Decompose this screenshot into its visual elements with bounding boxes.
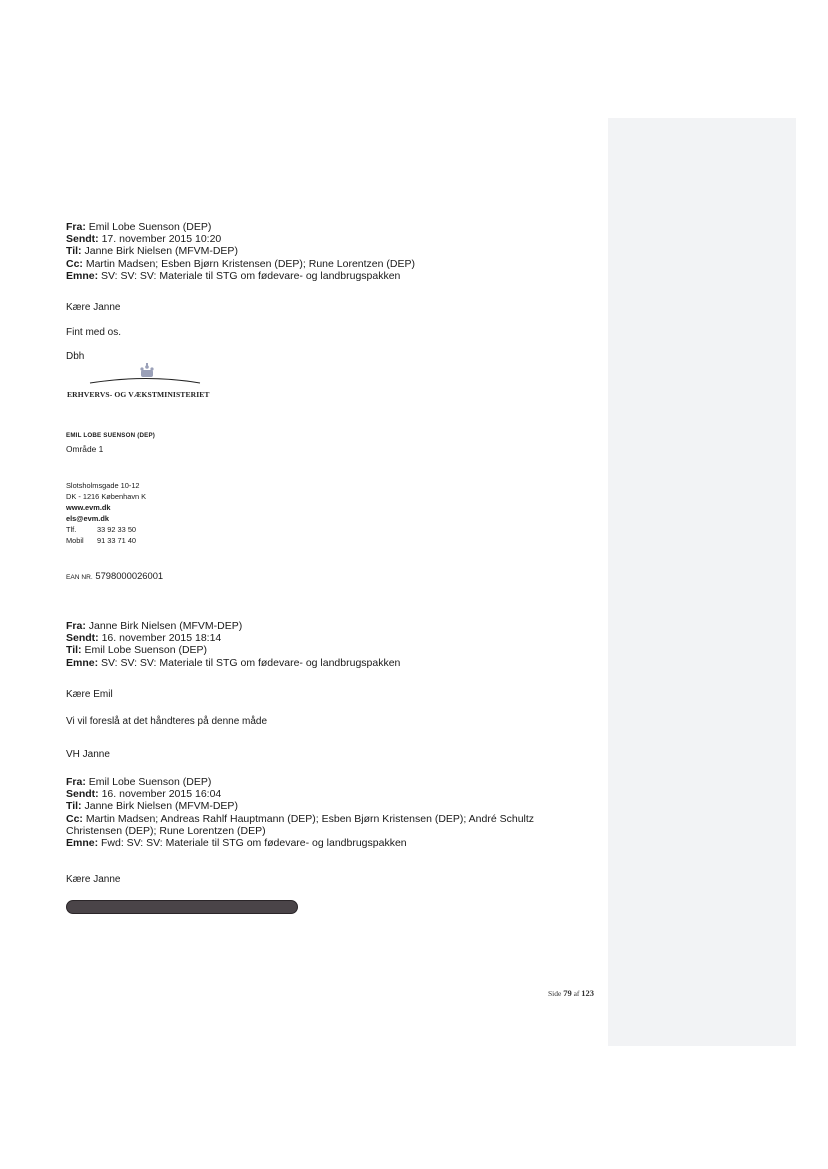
sent-value: 16. november 2015 16:04 bbox=[101, 788, 222, 801]
from-value: Janne Birk Nielsen (MFVM-DEP) bbox=[88, 620, 243, 632]
sent-label: Sendt: bbox=[66, 632, 99, 645]
cc-value-continued: Christensen (DEP); Rune Lorentzen (DEP) bbox=[66, 824, 266, 837]
to-label: Til: bbox=[66, 245, 82, 258]
subject-label: Emne: bbox=[66, 837, 99, 850]
cc-value: Martin Madsen; Esben Bjørn Kristensen (DEP); Rune Lorentzen (DEP) bbox=[85, 257, 415, 270]
sent-value: 17. november 2015 10:20 bbox=[101, 233, 222, 246]
subject-value: SV: SV: SV: Materiale til STG om fødevare- og landbrugspakken bbox=[101, 269, 401, 282]
sent-label: Sendt: bbox=[66, 788, 99, 801]
page-total: 123 bbox=[581, 988, 595, 998]
to-label: Til: bbox=[66, 644, 82, 657]
email2-body: Vi vil foreslå at det håndteres på denne måde bbox=[66, 716, 268, 727]
email3-header bbox=[66, 776, 534, 849]
phone-value: 33 92 33 50 bbox=[97, 525, 137, 534]
page-number bbox=[548, 988, 594, 998]
email2-closing: VH Janne bbox=[66, 749, 110, 760]
website-link[interactable]: www.evm.dk bbox=[66, 503, 111, 512]
email-link[interactable]: els@evm.dk bbox=[66, 514, 109, 523]
to-value: Janne Birk Nielsen (MFVM-DEP) bbox=[84, 245, 238, 258]
email1-header bbox=[66, 221, 415, 282]
to-value: Janne Birk Nielsen (MFVM-DEP) bbox=[84, 800, 238, 813]
address-city: DK - 1216 København K bbox=[66, 492, 147, 501]
ean-value: 5798000026001 bbox=[95, 570, 164, 581]
address-street: Slotsholmsgade 10-12 bbox=[66, 481, 140, 490]
from-label: Fra: bbox=[66, 620, 86, 632]
sent-value: 16. november 2015 18:14 bbox=[101, 632, 222, 645]
ministry-name: ERHVERVS- OG VÆKSTMINISTERIET bbox=[67, 390, 210, 399]
ean-number bbox=[66, 570, 163, 581]
signature-area: Område 1 bbox=[66, 444, 104, 454]
page-prefix: Side bbox=[548, 989, 562, 998]
scan-margin-strip bbox=[608, 118, 796, 1046]
email2-header bbox=[66, 620, 400, 669]
subject-label: Emne: bbox=[66, 656, 99, 669]
to-label: Til: bbox=[66, 800, 82, 813]
email3-greeting: Kære Janne bbox=[66, 874, 121, 885]
email1-greeting: Kære Janne bbox=[66, 302, 121, 313]
email2-greeting: Kære Emil bbox=[66, 689, 113, 700]
signature-address bbox=[66, 480, 146, 546]
signature-name: EMIL LOBE SUENSON (DEP) bbox=[66, 432, 156, 439]
from-value: Emil Lobe Suenson (DEP) bbox=[88, 221, 212, 233]
to-value: Emil Lobe Suenson (DEP) bbox=[84, 644, 208, 657]
from-label: Fra: bbox=[66, 221, 86, 233]
sent-label: Sendt: bbox=[66, 233, 99, 246]
subject-value: Fwd: SV: SV: Materiale til STG om fødevare- og landbrugspakken bbox=[101, 837, 407, 850]
cc-value: Martin Madsen; Andreas Rahlf Hauptmann (DEP); Esben Bjørn Kristensen (DEP); André Schultz bbox=[85, 812, 535, 825]
crown-emblem-icon bbox=[66, 362, 246, 402]
ean-label: EAN NR. bbox=[66, 574, 93, 581]
subject-label: Emne: bbox=[66, 269, 99, 282]
cc-label: Cc: bbox=[66, 257, 83, 270]
email1-closing: Dbh bbox=[66, 351, 85, 362]
mobile-label: Mobil bbox=[66, 536, 84, 545]
ministry-logo bbox=[66, 362, 246, 402]
page-of: af bbox=[573, 989, 580, 998]
cc-label: Cc: bbox=[66, 812, 83, 825]
phone-label: Tlf. bbox=[66, 525, 77, 534]
page-current: 79 bbox=[563, 988, 572, 998]
from-label: Fra: bbox=[66, 776, 86, 788]
mobile-value: 91 33 71 40 bbox=[97, 536, 137, 545]
from-value: Emil Lobe Suenson (DEP) bbox=[88, 776, 212, 788]
redaction-bar bbox=[66, 900, 298, 914]
subject-value: SV: SV: SV: Materiale til STG om fødevare- og landbrugspakken bbox=[101, 656, 401, 669]
email1-body: Fint med os. bbox=[66, 327, 122, 338]
